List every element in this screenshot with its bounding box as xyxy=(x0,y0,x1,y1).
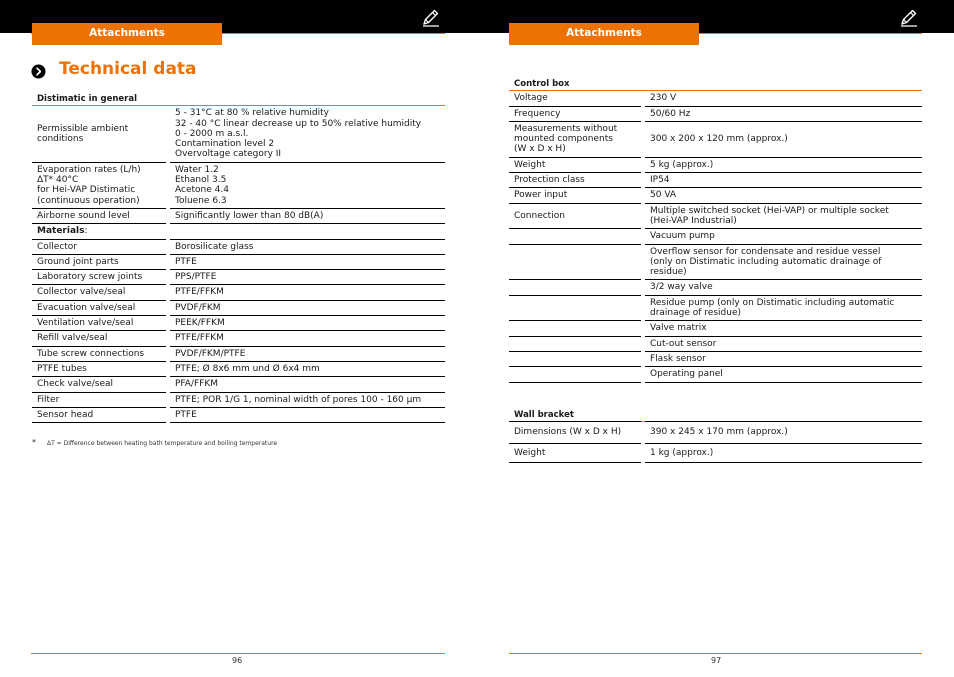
chevron-right-circle-icon xyxy=(31,64,46,79)
row-value: PTFE xyxy=(170,255,445,270)
row-label: Permissible ambient conditions xyxy=(32,106,166,162)
row-label: Weight xyxy=(509,158,641,173)
row-label xyxy=(509,280,641,295)
table-header-row xyxy=(509,78,922,91)
row-label: Power input xyxy=(509,188,641,203)
row-label: Check valve/seal xyxy=(32,377,166,392)
row-label: Collector valve/seal xyxy=(32,285,166,300)
table-row xyxy=(509,296,922,322)
row-label xyxy=(509,296,641,322)
materials-header-row xyxy=(32,224,445,239)
row-value: Overflow sensor for condensate and residue vessel (only on Distimatic including automatic drainage of residue) xyxy=(645,245,922,281)
row-label: Weight xyxy=(509,444,641,463)
wall-bracket-table xyxy=(509,409,922,463)
row-value: PVDF/FKM xyxy=(170,301,445,316)
row-label: Ventilation valve/seal xyxy=(32,316,166,331)
row-value: 230 V xyxy=(645,91,922,106)
table-row xyxy=(509,91,922,106)
row-value: Borosilicate glass xyxy=(170,240,445,255)
row-label: Dimensions (W x D x H) xyxy=(509,422,641,443)
materials-header: Materials: xyxy=(32,224,166,239)
table-header-row xyxy=(32,93,445,106)
footnote-marker: * xyxy=(32,438,36,447)
row-value: 300 x 200 x 120 mm (approx.) xyxy=(645,122,922,158)
table-row xyxy=(32,316,445,331)
row-label xyxy=(509,337,641,352)
footer-rule-right xyxy=(509,653,922,654)
row-value: PVDF/FKM/PTFE xyxy=(170,347,445,362)
row-label: Voltage xyxy=(509,91,641,106)
row-label xyxy=(509,367,641,382)
table-row xyxy=(32,301,445,316)
row-value: Significantly lower than 80 dB(A) xyxy=(170,209,445,224)
table-row xyxy=(509,204,922,230)
table-row xyxy=(32,347,445,362)
row-value: 3/2 way valve xyxy=(645,280,922,295)
row-value: Flask sensor xyxy=(645,352,922,367)
row-label xyxy=(509,245,641,281)
row-value: Vacuum pump xyxy=(645,229,922,244)
row-value: PTFE xyxy=(170,408,445,423)
table-row xyxy=(32,163,445,209)
row-label xyxy=(509,229,641,244)
row-label: Evaporation rates (L/h) ΔT* 40°C for Hei-VAP Distimatic (continuous operation) xyxy=(32,163,166,209)
table-row xyxy=(32,270,445,285)
row-label xyxy=(509,352,641,367)
row-label: Evacuation valve/seal xyxy=(32,301,166,316)
row-label: Connection xyxy=(509,204,641,230)
table-row xyxy=(32,240,445,255)
row-value: PTFE/FFKM xyxy=(170,285,445,300)
table-row xyxy=(32,285,445,300)
page-number-left: 96 xyxy=(232,656,243,665)
table-row xyxy=(32,106,445,162)
table-row xyxy=(509,422,922,443)
table-row xyxy=(509,337,922,352)
row-label: Filter xyxy=(32,393,166,408)
row-value: Multiple switched socket (Hei-VAP) or multiple socket (Hei-VAP Industrial) xyxy=(645,204,922,230)
section-header: Distimatic in general xyxy=(32,93,166,106)
row-value: PPS/PTFE xyxy=(170,270,445,285)
footnote-text: ΔT = Difference between heating bath temperature and boiling temperature xyxy=(47,440,278,447)
table-row xyxy=(32,255,445,270)
table-row xyxy=(509,280,922,295)
row-label: Protection class xyxy=(509,173,641,188)
table-row xyxy=(32,362,445,377)
table-row xyxy=(32,377,445,392)
row-value: Operating panel xyxy=(645,367,922,382)
row-value: 1 kg (approx.) xyxy=(645,444,922,463)
row-value: PTFE; Ø 8x6 mm und Ø 6x4 mm xyxy=(170,362,445,377)
row-value: PTFE; POR 1/G 1, nominal width of pores 100 - 160 µm xyxy=(170,393,445,408)
row-value: 390 x 245 x 170 mm (approx.) xyxy=(645,422,922,443)
table-row xyxy=(509,367,922,382)
pencil-icon xyxy=(899,7,919,27)
row-label xyxy=(509,321,641,336)
row-value: PFA/FFKM xyxy=(170,377,445,392)
row-value: PEEK/FFKM xyxy=(170,316,445,331)
table-row xyxy=(509,444,922,463)
row-label: Measurements without mounted components (W x D x H) xyxy=(509,122,641,158)
table-row xyxy=(32,393,445,408)
page-title: Technical data xyxy=(59,59,197,79)
row-label: Sensor head xyxy=(32,408,166,423)
row-value: 50/60 Hz xyxy=(645,107,922,122)
row-label: Frequency xyxy=(509,107,641,122)
table-row xyxy=(509,173,922,188)
table-row xyxy=(509,188,922,203)
row-value: 5 kg (approx.) xyxy=(645,158,922,173)
table-row xyxy=(509,321,922,336)
table-row xyxy=(509,245,922,281)
wall-bracket-header: Wall bracket xyxy=(509,409,641,422)
table-row xyxy=(509,122,922,158)
table-header-row xyxy=(509,409,922,422)
row-label: Airborne sound level xyxy=(32,209,166,224)
table-row xyxy=(509,229,922,244)
row-label: Collector xyxy=(32,240,166,255)
table-row xyxy=(509,352,922,367)
row-label: Refill valve/seal xyxy=(32,331,166,346)
control-box-header: Control box xyxy=(509,78,641,91)
row-value: Valve matrix xyxy=(645,321,922,336)
row-value: Cut-out sensor xyxy=(645,337,922,352)
table-row xyxy=(32,209,445,224)
table-row xyxy=(32,408,445,423)
row-value: 5 - 31°C at 80 % relative humidity 32 - 40 °C linear decrease up to 50% relative humidity 0 - 2000 m a.s.l. Contamination level 2 Overvoltage category II xyxy=(170,106,445,162)
row-value: IP54 xyxy=(645,173,922,188)
table-row xyxy=(509,158,922,173)
row-value: Residue pump (only on Distimatic including automatic drainage of residue) xyxy=(645,296,922,322)
section-tab-right: Attachments xyxy=(509,23,699,45)
row-value: Water 1.2 Ethanol 3.5 Acetone 4.4 Toluene 6.3 xyxy=(170,163,445,209)
footer-rule-left xyxy=(31,653,445,654)
row-value: PTFE/FFKM xyxy=(170,331,445,346)
table-row xyxy=(32,331,445,346)
section-tab-left: Attachments xyxy=(32,23,222,45)
table-row xyxy=(509,107,922,122)
page-number-right: 97 xyxy=(711,656,722,665)
general-data-table xyxy=(32,93,445,423)
row-label: Laboratory screw joints xyxy=(32,270,166,285)
row-label: Tube screw connections xyxy=(32,347,166,362)
pencil-icon xyxy=(421,7,441,27)
control-box-table xyxy=(509,78,922,383)
row-label: Ground joint parts xyxy=(32,255,166,270)
row-value: 50 VA xyxy=(645,188,922,203)
row-label: PTFE tubes xyxy=(32,362,166,377)
